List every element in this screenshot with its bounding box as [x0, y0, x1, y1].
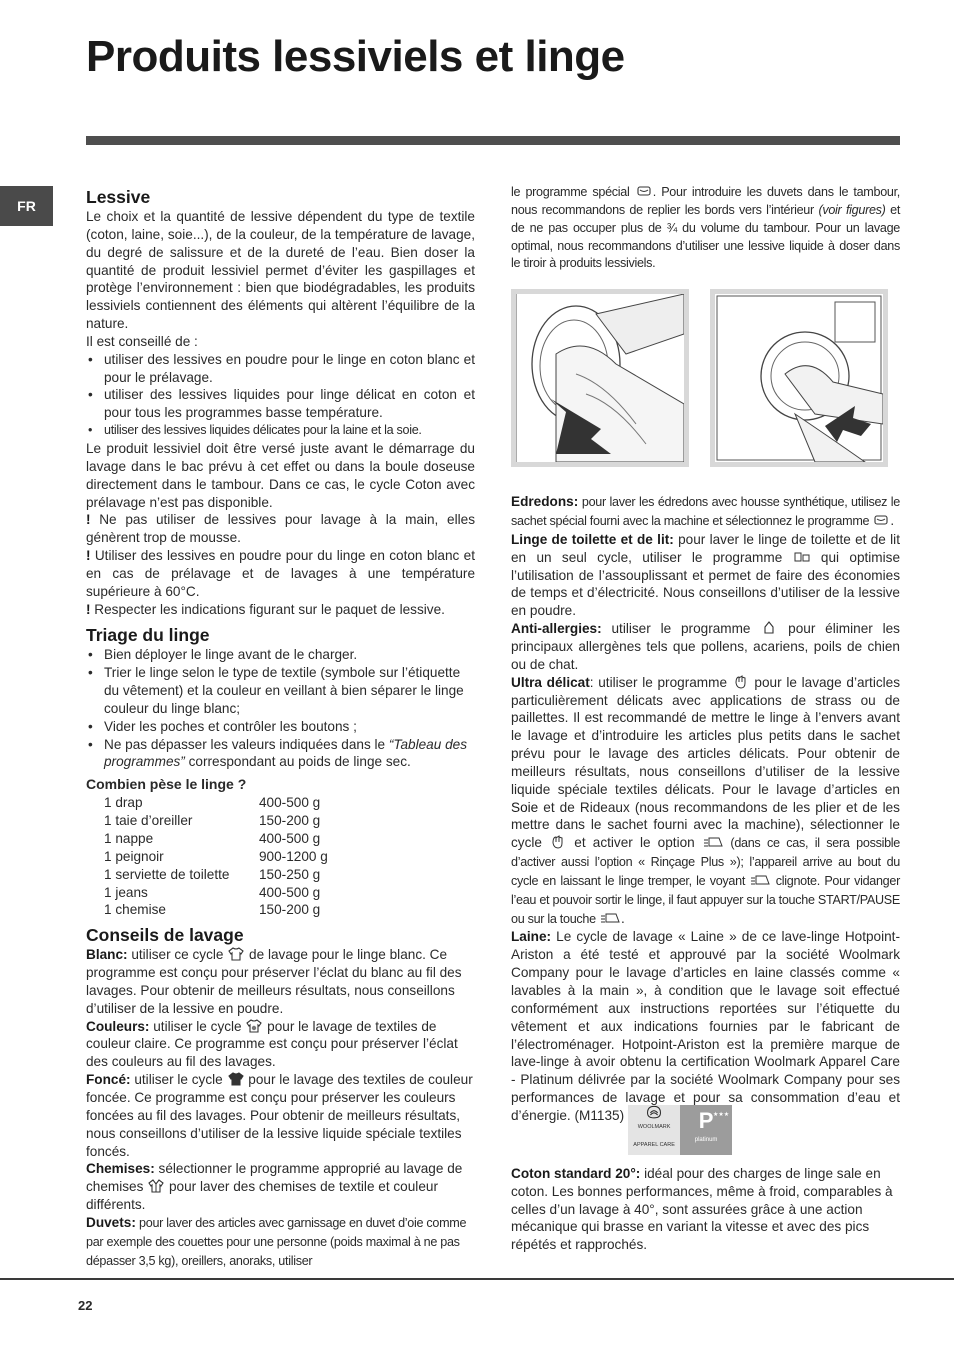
rinse-hold-icon [600, 911, 620, 925]
weights-table [104, 794, 475, 919]
ultra-delicate-icon [733, 675, 749, 689]
couleurs-paragraph: Couleurs: utiliser le cycle pour le lavage de textiles de couleur claire. Ce programme est conçu pour préserver l’éclat des couleurs au fil des lavages. [86, 1018, 458, 1070]
list-item: • Ne pas dépasser les valeurs indiquées dans le “Tableau des programmes” correspondant au poids de linge sec. [86, 736, 475, 772]
triage-list [86, 646, 475, 771]
blanc-paragraph: Blanc: utiliser ce cycle de lavage pour le linge blanc. Ce programme est conçu pour préserver l’éclat du blanc au fil des lavages. Pour obtenir de meilleurs résultats, nous conseillons d’utiliser de la lessive en poudre. [86, 947, 462, 1016]
duvet-illustrations [511, 289, 900, 467]
warning-1: ! Ne pas utiliser de lessives pour lavage à la main, elles génèrent trop de mousse. [86, 512, 475, 546]
duvet-icon [873, 513, 889, 527]
dark-shirt-icon [228, 1072, 244, 1086]
duvets-paragraph: Duvets: pour laver des articles avec garnissage en duvet d’oie comme par exemple des couettes pour une personne (poids maximal à ne pas dépasser 3,5 kg), oreillers, anoraks, utiliser [86, 1214, 467, 1268]
conseils-heading: Conseils de lavage [86, 925, 244, 946]
rinse-hold-icon [750, 873, 770, 887]
duvet-icon [636, 184, 652, 198]
lessive-list [86, 351, 475, 440]
list-item: • utiliser des lessives en poudre pour le linge en coton blanc et pour le prélavage. [86, 351, 475, 387]
lessive-p2: Il est conseillé de : [86, 333, 198, 349]
fonce-paragraph: Foncé: utiliser le cycle pour le lavage des textiles de couleur foncée. Ce programme est conçu pour préserver les couleurs foncées au fil des lavages. Pour obtenir de meilleurs résultats, nous conseillons d’utiliser de la lessive liquide spéciale textiles foncés. [86, 1072, 473, 1159]
weight-value: 150-200 g [259, 902, 321, 918]
woolmark-logo: WOOLMARK APPAREL CARE [628, 1105, 680, 1155]
woolmark-badge [628, 1105, 732, 1155]
left-column [86, 186, 475, 1270]
weights-heading: Combien pèse le linge ? [86, 776, 247, 793]
weight-value: 900-1200 g [259, 848, 328, 864]
coton-paragraph: Coton standard 20°: idéal pour des charges de linge sale en coton. Les bonnes performances, même à froid, comparables à celles d’un lavage à 40°, sont assurées grâce à une action mécanique qui brasse en variant la vitesse et avec des pics répétés et rapprochés. [511, 1165, 893, 1253]
weight-value: 400-500 g [259, 884, 321, 900]
page-title: Produits lessiviels et linge [86, 32, 625, 81]
warning-mark: ! [86, 548, 91, 564]
shirt-icon [228, 947, 244, 961]
weight-value: 400-500 g [259, 831, 321, 846]
colour-shirt-icon [246, 1019, 262, 1033]
triage-heading: Triage du linge [86, 625, 210, 646]
weight-item: 1 serviette de toilette [104, 866, 230, 882]
lessive-p3: Le produit lessiviel doit être versé juste avant le démarrage du lavage dans le bac prévu à cet effet ou dans la boule doseuse directement dans le tambour. Dans ce cas, le cycle Coton avec prélavage n’est pas disponible. [86, 440, 475, 510]
weight-value: 400-500 g [259, 795, 321, 811]
shirts-icon [148, 1179, 164, 1193]
warning-3: ! Respecter les indications figurant sur le paquet de lessive. [86, 601, 445, 617]
title-rule [86, 136, 900, 145]
lessive-p1: Le choix et la quantité de lessive dépendent du type de textile (coton, laine, soie...), de la couleur, de la température de lavage, du degré de salissure et de la dureté de l’eau. Bien doser la quantité de produit lessiviel permet d’éviter les gaspillages et protège l’environnement : bien que biodégradables, les produits lessiviels contiennent des éléments qui altèrent l’équilibre de la nature. [86, 209, 475, 332]
duvets-continued: le programme spécial . Pour introduire les duvets dans le tambour, nous recommandons de replier les bords vers l’intérieur (voir figures) et de ne pas occuper plus de ¾ du volume du tambour. Pour un lavage optimal, nous recommandons d’utiliser une lessive liquide à doser dans le tiroir à produits lessiviels. [511, 185, 901, 271]
list-item: • utiliser des lessives liquides délicates pour la laine et la soie. [86, 422, 475, 440]
page-number: 22 [78, 1298, 93, 1313]
weight-value: 150-200 g [259, 813, 321, 829]
laine-paragraph: Laine: Le cycle de lavage « Laine » de ce lave-linge Hotpoint-Ariston a été testé et approuvé par la société Woolmark Company pour le lavage d’articles en laine classés comme « lavables à la main », à condition que le lavage soit effectué conformément aux instructions reportées sur l’étiquette du vêtement et aux indications fournies par le fabricant de l’électroménager. Hotpoint-Ariston est la première marque de lave-linge à avoir obtenu la certification Woolmark Apparel Care - Platinum délivrée par la société Woolmark Company pour ses performances de lavage et pour sa consommation d’eau et d’énergie. (M1135) WOOLMARK APPAREL CARE ★★★ P platinum [511, 928, 900, 1154]
towel-bed-icon [794, 550, 810, 564]
list-item: • Vider les poches et contrôler les boutons ; [86, 718, 475, 736]
anti-allergies-paragraph: Anti-allergies: utiliser le programme pour éliminer les principaux allergènes tels que pollens, acariens, poils de chien ou de chat. [511, 621, 900, 672]
weight-item: 1 nappe [104, 831, 154, 846]
weight-item: 1 peignoir [104, 848, 164, 864]
right-column [511, 184, 900, 1254]
chemises-paragraph: Chemises: sélectionner le programme approprié au lavage de chemises pour laver des chemises de textile et couleur différents. [86, 1161, 463, 1213]
illustration-fold-duvet [511, 289, 689, 467]
weight-item: 1 taie d’oreiller [104, 813, 193, 829]
illustration-insert-duvet [710, 289, 888, 467]
platinum-logo: ★★★ P platinum [680, 1105, 732, 1155]
rinse-hold-icon [703, 835, 723, 849]
list-item: • utiliser des lessives liquides pour linge délicat en coton et pour tous les programmes basse température. [86, 386, 475, 422]
weight-item: 1 drap [104, 795, 143, 811]
weight-value: 150-250 g [259, 866, 321, 882]
anti-allergy-icon [761, 621, 777, 635]
edredons-paragraph: Edredons: pour laver les édredons avec housse synthétique, utilisez le sachet spécial fourni avec la machine et sélectionnez le programme . [511, 494, 900, 529]
warning-mark: ! [86, 601, 91, 617]
ultra-delicat-paragraph: Ultra délicat: utiliser le programme pour le lavage d’articles particulièrement délicats avec applications de strass ou de paillettes. Il est recommandé de mettre le linge à l’envers avant le lavage et d’introduire les articles plus petits dans le sachet prévu pour le lavage des articles délicats. Pour obtenir de meilleurs résultats, nous conseillons d’utiliser de la lessive liquide spéciale textiles délicats. Pour le lavage d’articles en Soie et de Rideaux (nous recommandons de les plier et de les mettre dans le sachet fourni avec la machine), sélectionner le cycle et activer le option (dans ce cas, il sera possible d’activer aussi l’option « Rinçage Plus »); l’appareil arrive au bout du cycle en laissant le linge tremper, le voyant clignote. Pour vidanger l’eau et pouvoir sortir le linge, il faut appuyer sur la touche START/PAUSE ou sur la touche . [511, 674, 901, 926]
linge-paragraph: Linge de toilette et de lit: pour laver le linge de toilette et de lit en un seul cycle, utiliser le programme qui optimise l’utilisation de l’assouplissant et permet de faire des économies de temps et d’électricité. Nous conseillons d’utiliser de la lessive en poudre. [511, 531, 901, 619]
list-item: • Trier le linge selon le type de textile (symbole sur l’étiquette du vêtement) et la couleur en veillant à bien séparer le linge couleur du linge blanc; [86, 664, 475, 718]
lessive-heading: Lessive [86, 187, 151, 207]
list-item: • Bien déployer le linge avant de le charger. [86, 646, 475, 664]
ultra-delicate-icon [550, 835, 566, 849]
weight-item: 1 jeans [104, 884, 148, 900]
weight-item: 1 chemise [104, 902, 166, 918]
language-tab: FR [0, 186, 53, 226]
warning-2: ! Utiliser des lessives en poudre pour du linge en coton blanc et en cas de prélavage et de lavages à une température supérieure à 60°C. [86, 548, 475, 599]
footer-rule [0, 1278, 954, 1280]
warning-mark: ! [86, 512, 91, 528]
